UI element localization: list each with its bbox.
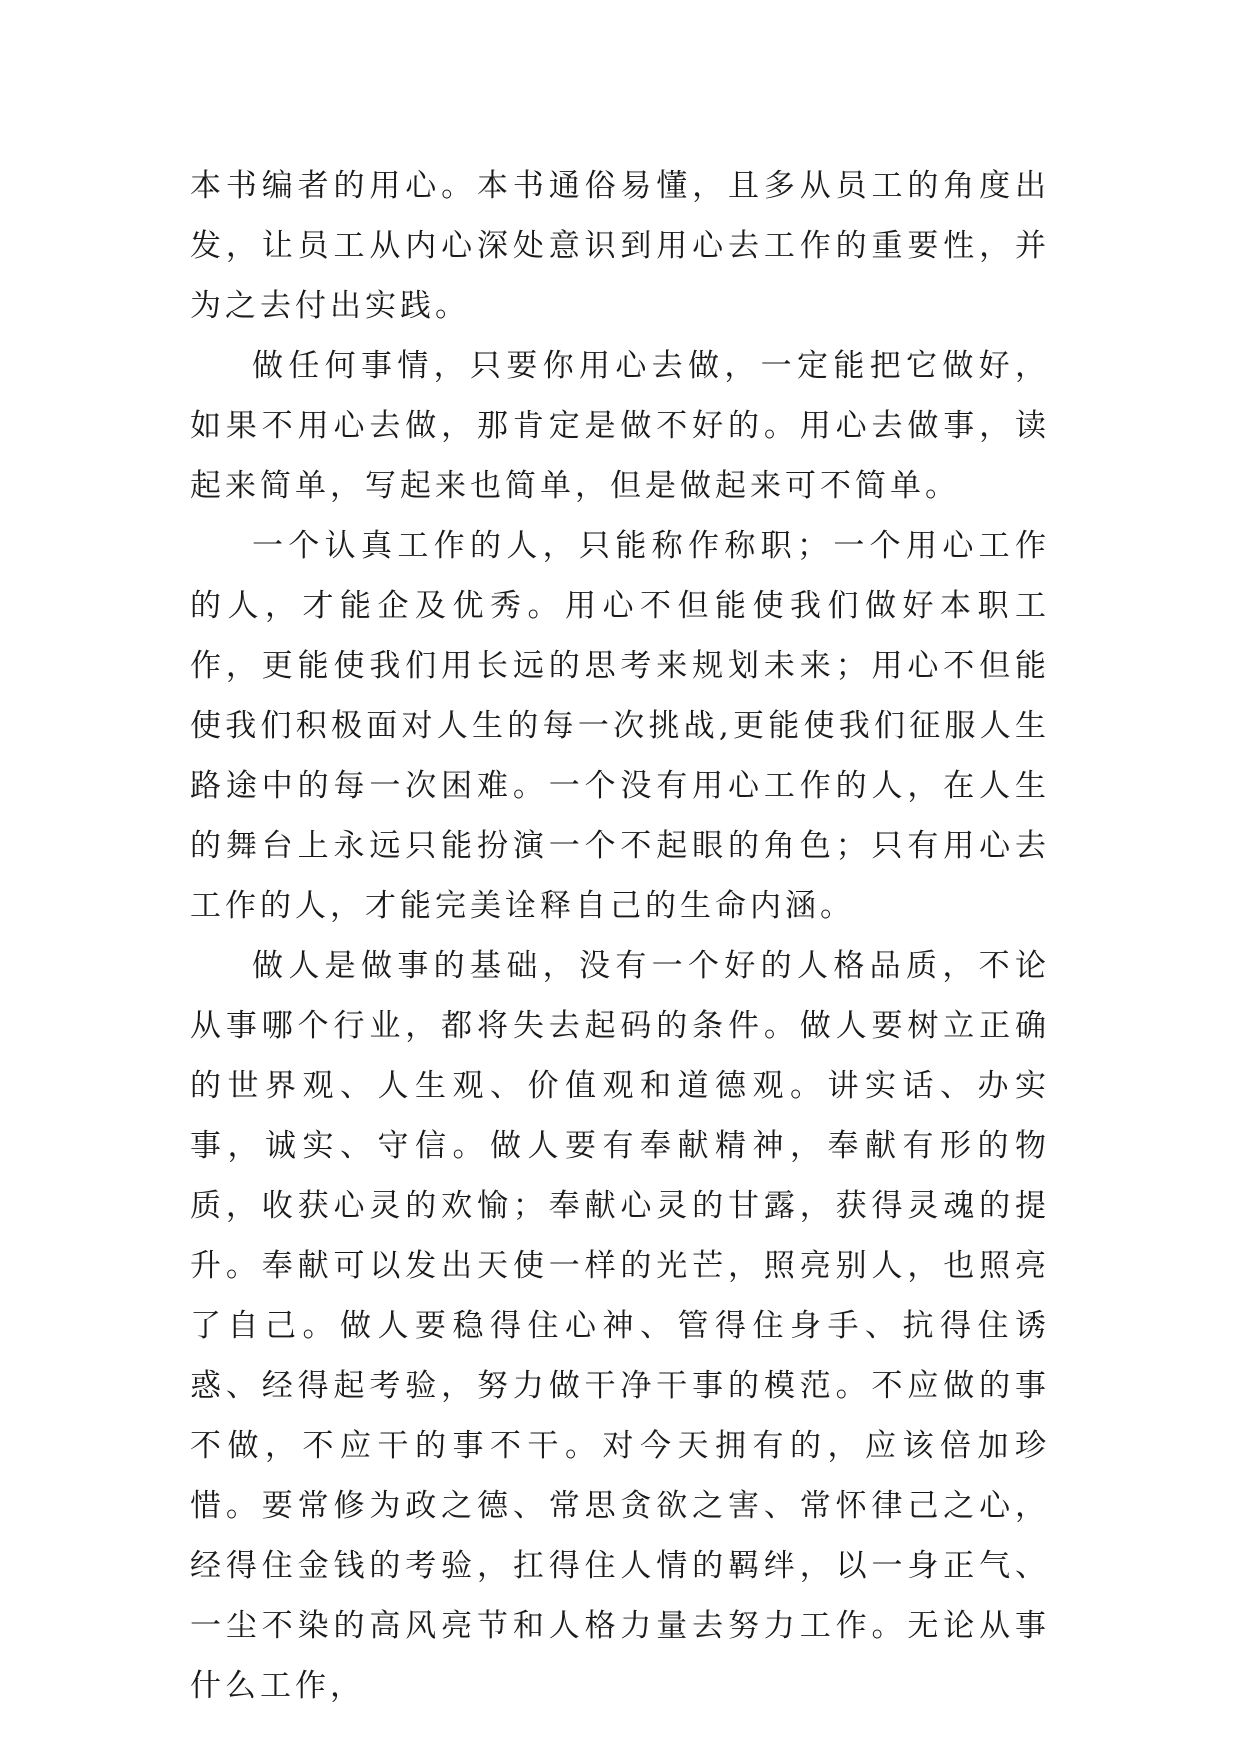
body-text	[190, 156, 1050, 1716]
paragraph-4: 做人是做事的基础，没有一个好的人格品质，不论从事哪个行业，都将失去起码的条件。做人要树立正确的世界观、人生观、价值观和道德观。讲实话、办实事，诚实、守信。做人要有奉献精神，奉献有形的物质，收获心灵的欢愉；奉献心灵的甘露，获得灵魂的提升。奉献可以发出天使一样的光芒，照亮别人，也照亮了自己。做人要稳得住心神、管得住身手、抗得住诱惑、经得起考验，努力做干净干事的模范。不应做的事不做，不应干的事不干。对今天拥有的，应该倍加珍惜。要常修为政之德、常思贪欲之害、常怀律己之心，经得住金钱的考验，扛得住人情的羁绊，以一身正气、一尘不染的高风亮节和人格力量去努力工作。无论从事什么工作，	[190, 948, 1050, 1704]
paragraph-1: 本书编者的用心。本书通俗易懂，且多从员工的角度出发，让员工从内心深处意识到用心去工作的重要性，并为之去付出实践。	[190, 168, 1050, 324]
paragraph-3: 一个认真工作的人，只能称作称职；一个用心工作的人，才能企及优秀。用心不但能使我们做好本职工作，更能使我们用长远的思考来规划未来；用心不但能使我们积极面对人生的每一次挑战,更能使我们征服人生路途中的每一次困难。一个没有用心工作的人，在人生的舞台上永远只能扮演一个不起眼的角色；只有用心去工作的人，才能完美诠释自己的生命内涵。	[190, 528, 1050, 924]
paragraph-2: 做任何事情，只要你用心去做，一定能把它做好，如果不用心去做，那肯定是做不好的。用心去做事，读起来简单，写起来也简单，但是做起来可不简单。	[190, 348, 1050, 504]
